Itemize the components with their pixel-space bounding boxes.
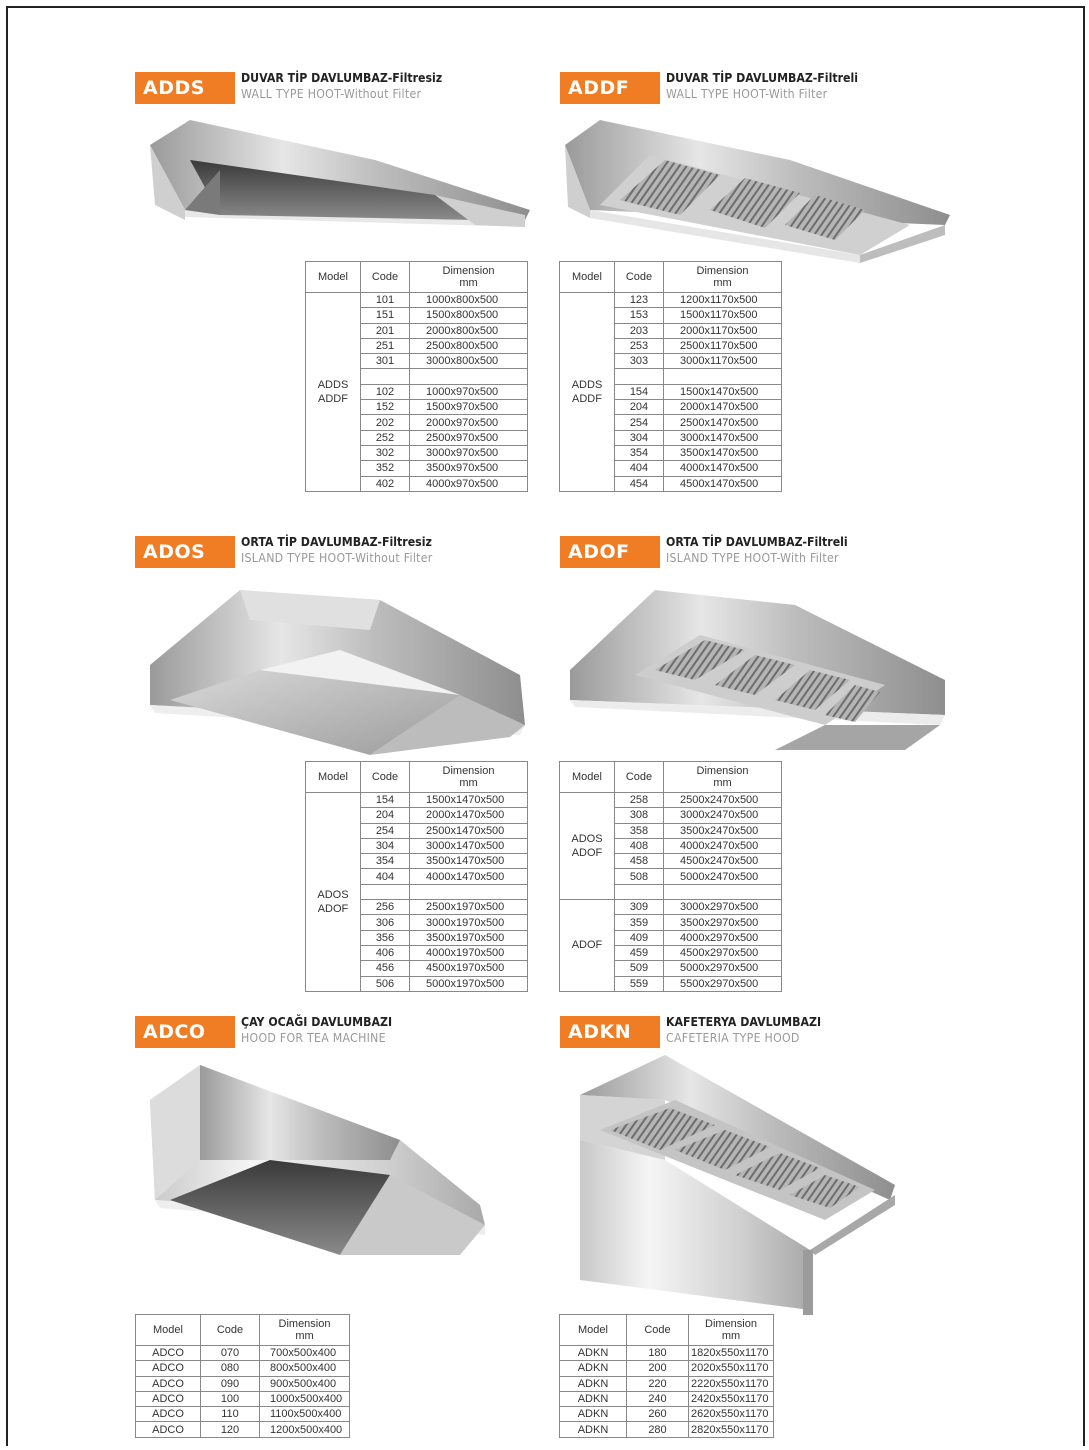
model-cell: ADKN	[560, 1391, 627, 1406]
dimension-cell: 1500x970x500	[410, 400, 528, 415]
column-header-dimension: Dimension mm	[689, 1315, 774, 1346]
dimension-cell: 1820x550x1170	[689, 1346, 774, 1361]
code-cell: 253	[615, 338, 664, 353]
code-cell: 308	[615, 808, 664, 823]
hood-image-addf	[560, 115, 955, 270]
code-cell: 354	[361, 854, 410, 869]
model-cell: ADDS ADDF	[306, 293, 361, 492]
column-header-model: Model	[560, 762, 615, 793]
dimension-cell: 2820x550x1170	[689, 1422, 774, 1437]
code-cell: 356	[361, 930, 410, 945]
code-cell: 220	[627, 1376, 689, 1391]
code-cell: 459	[615, 945, 664, 960]
product-code-badge: ADOF	[560, 536, 660, 568]
dimension-cell: 1500x800x500	[410, 308, 528, 323]
code-cell: 254	[615, 415, 664, 430]
dimension-cell: 3500x2970x500	[664, 915, 782, 930]
spec-table-ados	[305, 761, 528, 992]
model-cell: ADKN	[560, 1361, 627, 1376]
product-title-tr: ÇAY OCAĞI DAVLUMBAZI	[241, 1014, 393, 1029]
dimension-cell: 4500x2970x500	[664, 945, 782, 960]
code-cell: 408	[615, 838, 664, 853]
dimension-cell: 1500x1470x500	[664, 384, 782, 399]
code-cell: 404	[615, 461, 664, 476]
code-cell: 352	[361, 461, 410, 476]
code-cell: 120	[201, 1422, 260, 1437]
code-cell: 358	[615, 823, 664, 838]
hood-image-adds	[145, 115, 535, 245]
dimension-cell: 5000x1970x500	[410, 976, 528, 991]
product-title-en: WALL TYPE HOOT-Without Filter	[241, 86, 422, 101]
dimension-cell: 3000x1170x500	[664, 354, 782, 369]
product-code-badge: ADDF	[560, 72, 660, 104]
column-header-model: Model	[560, 1315, 627, 1346]
column-header-dimension: Dimension mm	[664, 762, 782, 793]
code-cell: 240	[627, 1391, 689, 1406]
dimension-cell: 3500x1470x500	[410, 854, 528, 869]
code-cell: 454	[615, 476, 664, 491]
column-header-model: Model	[560, 262, 615, 293]
model-cell: ADOS ADOF	[560, 793, 615, 900]
dimension-cell: 3000x1470x500	[410, 838, 528, 853]
spacer-row	[664, 369, 782, 384]
spacer-row	[410, 884, 528, 899]
dimension-cell: 2500x800x500	[410, 338, 528, 353]
code-cell: 202	[361, 415, 410, 430]
dimension-cell: 2500x1970x500	[410, 900, 528, 915]
code-cell: 204	[615, 400, 664, 415]
dimension-cell: 2500x2470x500	[664, 793, 782, 808]
code-cell: 251	[361, 338, 410, 353]
dimension-cell: 2420x550x1170	[689, 1391, 774, 1406]
dimension-cell: 4500x2470x500	[664, 854, 782, 869]
column-header-code: Code	[615, 762, 664, 793]
product-code-badge: ADOS	[135, 536, 235, 568]
column-header-model: Model	[306, 762, 361, 793]
dimension-cell: 1500x1170x500	[664, 308, 782, 323]
product-title-tr: KAFETERYA DAVLUMBAZI	[666, 1014, 822, 1029]
dimension-cell: 2620x550x1170	[689, 1407, 774, 1422]
code-cell: 456	[361, 961, 410, 976]
code-cell: 302	[361, 445, 410, 460]
dimension-cell: 2000x800x500	[410, 323, 528, 338]
hood-image-adof	[565, 575, 955, 760]
code-cell: 102	[361, 384, 410, 399]
spacer-row	[615, 369, 664, 384]
code-cell: 260	[627, 1407, 689, 1422]
hood-image-adco	[140, 1060, 490, 1275]
column-header-dimension: Dimension mm	[410, 762, 528, 793]
dimension-cell: 3000x1970x500	[410, 915, 528, 930]
spec-table-adof	[559, 761, 782, 992]
column-header-code: Code	[615, 262, 664, 293]
dimension-cell: 2000x1470x500	[410, 808, 528, 823]
model-cell: ADOS ADOF	[306, 793, 361, 992]
code-cell: 123	[615, 293, 664, 308]
code-cell: 256	[361, 900, 410, 915]
dimension-cell: 1000x970x500	[410, 384, 528, 399]
column-header-dimension: Dimension mm	[410, 262, 528, 293]
code-cell: 200	[627, 1361, 689, 1376]
code-cell: 152	[361, 400, 410, 415]
dimension-cell: 3000x800x500	[410, 354, 528, 369]
model-cell: ADCO	[136, 1361, 201, 1376]
product-code-badge: ADDS	[135, 72, 235, 104]
column-header-dimension: Dimension mm	[260, 1315, 350, 1346]
dimension-cell: 2000x1470x500	[664, 400, 782, 415]
dimension-cell: 5000x2470x500	[664, 869, 782, 884]
dimension-cell: 3500x2470x500	[664, 823, 782, 838]
dimension-cell: 1100x500x400	[260, 1407, 350, 1422]
dimension-cell: 3500x1470x500	[664, 445, 782, 460]
dimension-cell: 4000x2970x500	[664, 930, 782, 945]
code-cell: 280	[627, 1422, 689, 1437]
product-title-en: HOOD FOR TEA MACHINE	[241, 1030, 386, 1045]
code-cell: 100	[201, 1391, 260, 1406]
code-cell: 508	[615, 869, 664, 884]
dimension-cell: 1200x1170x500	[664, 293, 782, 308]
column-header-dimension: Dimension mm	[664, 262, 782, 293]
code-cell: 301	[361, 354, 410, 369]
model-cell: ADKN	[560, 1407, 627, 1422]
code-cell: 354	[615, 445, 664, 460]
column-header-code: Code	[627, 1315, 689, 1346]
code-cell: 254	[361, 823, 410, 838]
model-cell: ADKN	[560, 1346, 627, 1361]
code-cell: 080	[201, 1361, 260, 1376]
dimension-cell: 1500x1470x500	[410, 793, 528, 808]
dimension-cell: 5000x2970x500	[664, 961, 782, 976]
dimension-cell: 2020x550x1170	[689, 1361, 774, 1376]
spacer-row	[361, 369, 410, 384]
code-cell: 090	[201, 1376, 260, 1391]
code-cell: 404	[361, 869, 410, 884]
code-cell: 506	[361, 976, 410, 991]
spec-table-addf	[559, 261, 782, 492]
model-cell: ADDS ADDF	[560, 293, 615, 492]
spec-table-adds	[305, 261, 528, 492]
code-cell: 201	[361, 323, 410, 338]
dimension-cell: 1200x500x400	[260, 1422, 350, 1437]
dimension-cell: 3500x1970x500	[410, 930, 528, 945]
model-cell: ADCO	[136, 1407, 201, 1422]
model-cell: ADCO	[136, 1391, 201, 1406]
dimension-cell: 2500x1470x500	[410, 823, 528, 838]
code-cell: 509	[615, 961, 664, 976]
product-title-en: CAFETERIA TYPE HOOD	[666, 1030, 800, 1045]
product-title-tr: ORTA TİP DAVLUMBAZ-Filtresiz	[241, 534, 432, 549]
dimension-cell: 2220x550x1170	[689, 1376, 774, 1391]
product-title-tr: ORTA TİP DAVLUMBAZ-Filtreli	[666, 534, 848, 549]
column-header-model: Model	[306, 262, 361, 293]
product-title-tr: DUVAR TİP DAVLUMBAZ-Filtreli	[666, 70, 859, 85]
column-header-code: Code	[361, 262, 410, 293]
spacer-row	[664, 884, 782, 899]
code-cell: 359	[615, 915, 664, 930]
dimension-cell: 4000x2470x500	[664, 838, 782, 853]
code-cell: 304	[361, 838, 410, 853]
code-cell: 154	[615, 384, 664, 399]
spacer-row	[410, 369, 528, 384]
dimension-cell: 2000x970x500	[410, 415, 528, 430]
code-cell: 180	[627, 1346, 689, 1361]
dimension-cell: 4000x970x500	[410, 476, 528, 491]
dimension-cell: 3000x2970x500	[664, 900, 782, 915]
code-cell: 153	[615, 308, 664, 323]
code-cell: 070	[201, 1346, 260, 1361]
dimension-cell: 900x500x400	[260, 1376, 350, 1391]
column-header-model: Model	[136, 1315, 201, 1346]
code-cell: 406	[361, 945, 410, 960]
dimension-cell: 800x500x400	[260, 1361, 350, 1376]
dimension-cell: 4000x1970x500	[410, 945, 528, 960]
dimension-cell: 4500x1970x500	[410, 961, 528, 976]
hood-image-adkn	[575, 1050, 900, 1315]
code-cell: 304	[615, 430, 664, 445]
spacer-row	[615, 884, 664, 899]
dimension-cell: 2500x1170x500	[664, 338, 782, 353]
code-cell: 458	[615, 854, 664, 869]
code-cell: 110	[201, 1407, 260, 1422]
dimension-cell: 1000x500x400	[260, 1391, 350, 1406]
dimension-cell: 4000x1470x500	[664, 461, 782, 476]
dimension-cell: 3000x970x500	[410, 445, 528, 460]
dimension-cell: 3000x2470x500	[664, 808, 782, 823]
product-title-tr: DUVAR TİP DAVLUMBAZ-Filtresiz	[241, 70, 443, 85]
code-cell: 101	[361, 293, 410, 308]
spec-table-adco	[135, 1314, 350, 1438]
spec-table-adkn	[559, 1314, 774, 1438]
model-cell: ADCO	[136, 1376, 201, 1391]
code-cell: 203	[615, 323, 664, 338]
dimension-cell: 4000x1470x500	[410, 869, 528, 884]
dimension-cell: 700x500x400	[260, 1346, 350, 1361]
product-title-en: ISLAND TYPE HOOT-Without Filter	[241, 550, 433, 565]
dimension-cell: 3500x970x500	[410, 461, 528, 476]
dimension-cell: 1000x800x500	[410, 293, 528, 308]
dimension-cell: 2500x1470x500	[664, 415, 782, 430]
product-code-badge: ADCO	[135, 1016, 235, 1048]
model-cell: ADCO	[136, 1422, 201, 1437]
code-cell: 309	[615, 900, 664, 915]
model-cell: ADKN	[560, 1376, 627, 1391]
code-cell: 559	[615, 976, 664, 991]
column-header-code: Code	[361, 762, 410, 793]
model-cell: ADKN	[560, 1422, 627, 1437]
dimension-cell: 4500x1470x500	[664, 476, 782, 491]
product-title-en: WALL TYPE HOOT-With Filter	[666, 86, 828, 101]
model-cell: ADOF	[560, 900, 615, 992]
code-cell: 204	[361, 808, 410, 823]
hood-image-ados	[140, 575, 530, 760]
model-cell: ADCO	[136, 1346, 201, 1361]
column-header-code: Code	[201, 1315, 260, 1346]
code-cell: 409	[615, 930, 664, 945]
code-cell: 306	[361, 915, 410, 930]
dimension-cell: 2000x1170x500	[664, 323, 782, 338]
code-cell: 258	[615, 793, 664, 808]
spacer-row	[361, 884, 410, 899]
dimension-cell: 2500x970x500	[410, 430, 528, 445]
dimension-cell: 5500x2970x500	[664, 976, 782, 991]
product-code-badge: ADKN	[560, 1016, 660, 1048]
code-cell: 252	[361, 430, 410, 445]
code-cell: 402	[361, 476, 410, 491]
code-cell: 303	[615, 354, 664, 369]
dimension-cell: 3000x1470x500	[664, 430, 782, 445]
code-cell: 154	[361, 793, 410, 808]
product-title-en: ISLAND TYPE HOOT-With Filter	[666, 550, 839, 565]
code-cell: 151	[361, 308, 410, 323]
